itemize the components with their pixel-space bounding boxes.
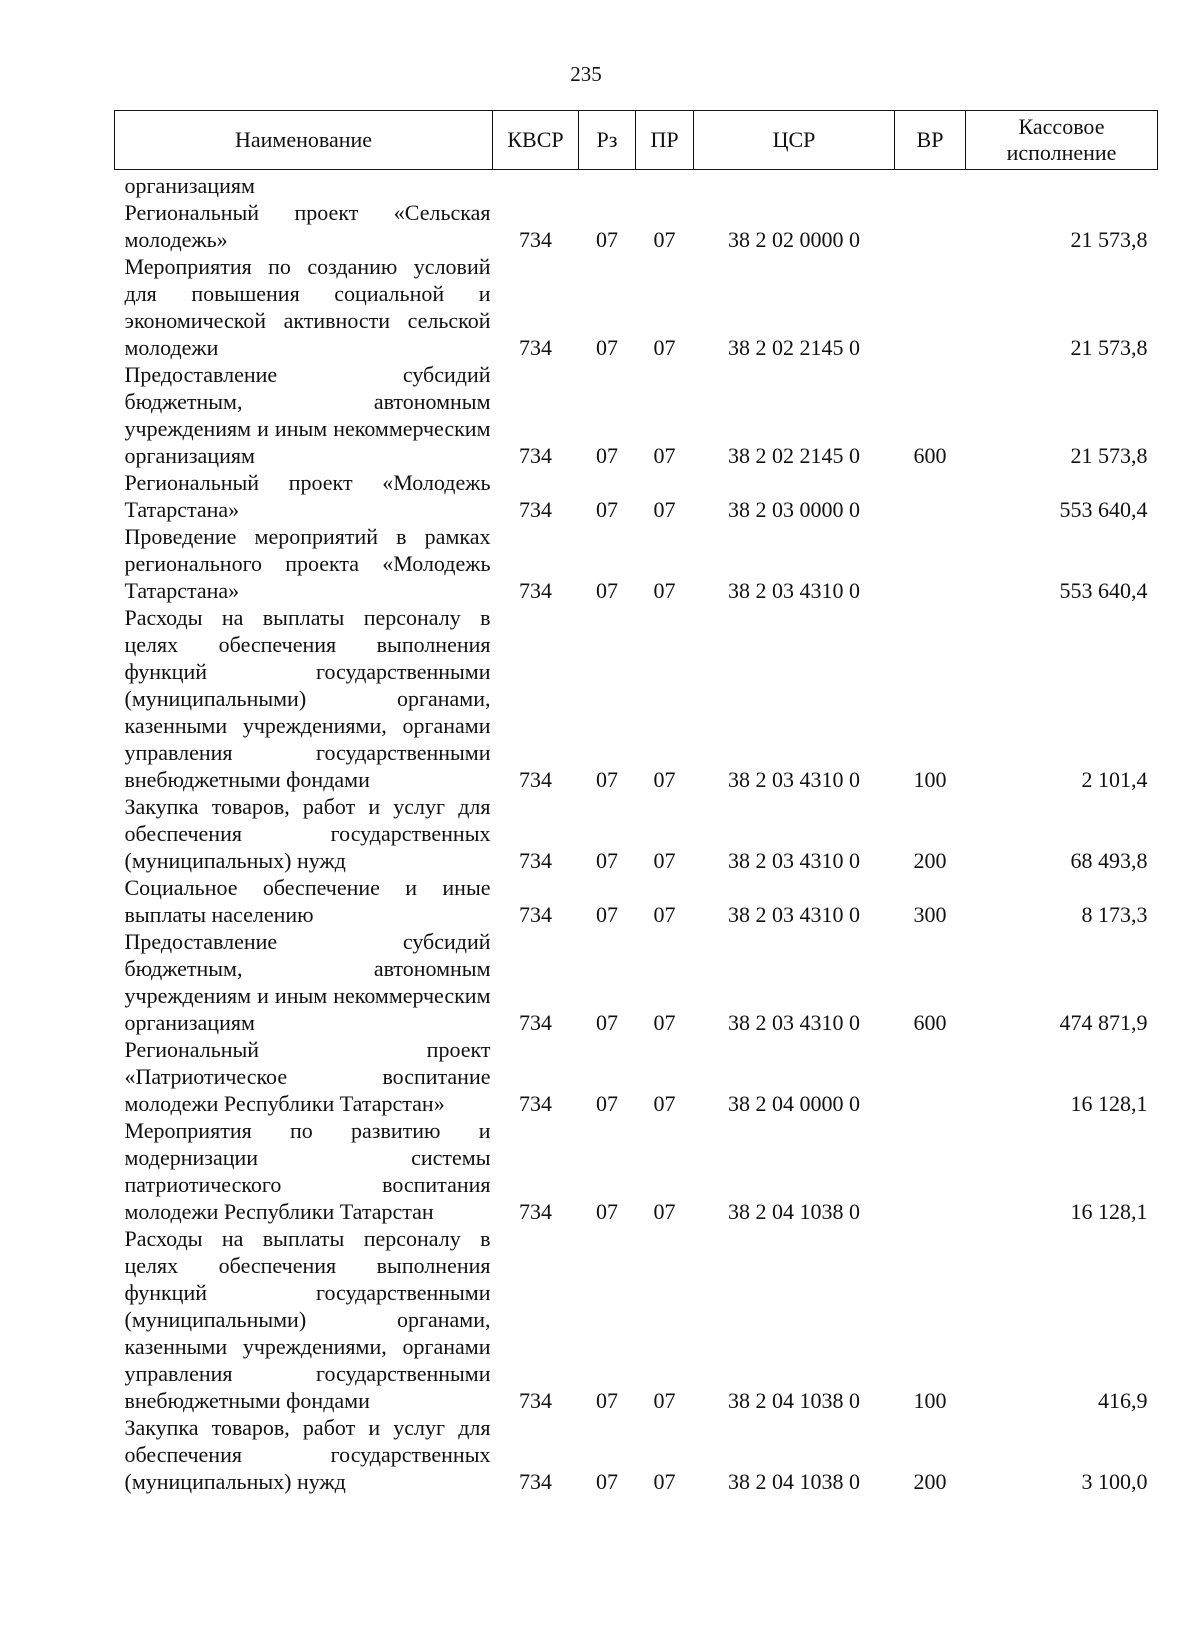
cell-sum: 416,9 <box>1098 1388 1148 1413</box>
cell-csr: 38 2 03 4310 0 <box>728 848 860 873</box>
table-row <box>115 253 1158 361</box>
cell-rz: 07 <box>596 443 618 468</box>
header-vr: ВР <box>895 111 966 170</box>
header-csr: ЦСР <box>694 111 895 170</box>
table-row <box>115 170 1158 200</box>
cell-csr: 38 2 02 2145 0 <box>728 443 860 468</box>
cell-kvsr <box>493 170 579 200</box>
table-body <box>115 170 1158 1496</box>
cell-rz: 07 <box>596 335 618 360</box>
table-row <box>115 1414 1158 1495</box>
cell-sum <box>966 170 1158 200</box>
cell-csr: 38 2 04 1038 0 <box>728 1388 860 1413</box>
cell-vr: 200 <box>913 1469 947 1494</box>
table-row <box>115 874 1158 928</box>
cell-kvsr: 734 <box>519 1091 552 1116</box>
table-row <box>115 469 1158 523</box>
cell-kvsr: 734 <box>519 902 552 927</box>
cell-pr: 07 <box>653 497 676 522</box>
cell-name: Расходы на выплаты персоналу в целях обеспечения выполнения функций государственными (муниципальными) органами, казенными учреждениями, органами управления государственными внебюджетными фондами <box>124 1226 491 1413</box>
header-kvsr: КВСР <box>493 111 579 170</box>
cell-pr <box>636 170 694 200</box>
cell-csr: 38 2 03 0000 0 <box>728 497 860 522</box>
cell-sum: 553 640,4 <box>1059 578 1148 603</box>
cell-vr: 600 <box>913 1010 947 1035</box>
page-number: 235 <box>570 62 602 86</box>
cell-pr: 07 <box>653 902 676 927</box>
cell-vr: 100 <box>913 1388 947 1413</box>
cell-kvsr: 734 <box>519 443 552 468</box>
cell-name: Региональный проект «Сельская молодежь» <box>124 200 491 252</box>
cell-name: Расходы на выплаты персоналу в целях обеспечения выполнения функций государственными (муниципальными) органами, казенными учреждениями, органами управления государственными внебюджетными фондами <box>124 605 491 792</box>
cell-kvsr: 734 <box>519 767 552 792</box>
cell-name: Мероприятия по развитию и модернизации системы патриотического воспитания молодежи Республики Татарстан <box>124 1118 491 1224</box>
cell-rz: 07 <box>596 902 618 927</box>
cell-kvsr: 734 <box>519 335 552 360</box>
cell-vr <box>895 1036 966 1117</box>
cell-csr <box>694 170 895 200</box>
cell-name: Предоставление субсидий бюджетным, автономным учреждениям и иным некоммерческим организациям <box>124 362 491 468</box>
cell-sum: 16 128,1 <box>1070 1199 1148 1224</box>
cell-vr: 200 <box>913 848 947 873</box>
cell-rz <box>579 170 636 200</box>
cell-kvsr: 734 <box>519 1199 552 1224</box>
cell-sum: 3 100,0 <box>1081 1469 1148 1494</box>
cell-vr <box>895 469 966 523</box>
table-row <box>115 928 1158 1036</box>
cell-rz: 07 <box>596 1010 618 1035</box>
cell-vr <box>895 253 966 361</box>
table-header <box>115 111 1158 170</box>
cell-csr: 38 2 04 1038 0 <box>728 1199 860 1224</box>
cell-rz: 07 <box>596 1469 618 1494</box>
cell-csr: 38 2 04 1038 0 <box>728 1469 860 1494</box>
cell-name: Региональный проект «Молодежь Татарстана» <box>124 470 491 522</box>
cell-name: организациям <box>124 173 255 198</box>
cell-rz: 07 <box>596 1091 618 1116</box>
cell-name: Закупка товаров, работ и услуг для обеспечения государственных (муниципальных) нужд <box>124 794 491 873</box>
cell-pr: 07 <box>653 1199 676 1224</box>
cell-rz: 07 <box>596 497 618 522</box>
cell-rz: 07 <box>596 848 618 873</box>
cell-rz: 07 <box>596 767 618 792</box>
cell-name: Закупка товаров, работ и услуг для обеспечения государственных (муниципальных) нужд <box>124 1415 491 1494</box>
table-row <box>115 604 1158 793</box>
cell-vr <box>895 1117 966 1225</box>
cell-kvsr: 734 <box>519 848 552 873</box>
cell-name: Социальное обеспечение и иные выплаты населению <box>124 875 491 927</box>
cell-sum: 474 871,9 <box>1059 1010 1148 1035</box>
cell-pr: 07 <box>653 578 676 603</box>
cell-vr <box>895 170 966 200</box>
table-row <box>115 1225 1158 1414</box>
cell-pr: 07 <box>653 1469 676 1494</box>
cell-csr: 38 2 03 4310 0 <box>728 767 860 792</box>
cell-kvsr: 734 <box>519 1469 552 1494</box>
budget-table <box>114 110 1158 1495</box>
cell-sum: 21 573,8 <box>1070 227 1148 252</box>
cell-sum: 553 640,4 <box>1059 497 1148 522</box>
header-name: Наименование <box>115 111 493 170</box>
header-sum: Кассовое исполнение <box>966 111 1158 170</box>
cell-csr: 38 2 02 2145 0 <box>728 335 860 360</box>
cell-csr: 38 2 03 4310 0 <box>728 578 860 603</box>
cell-csr: 38 2 02 0000 0 <box>728 227 860 252</box>
cell-pr: 07 <box>653 1388 676 1413</box>
cell-vr: 100 <box>913 767 947 792</box>
table-row <box>115 523 1158 604</box>
cell-vr <box>895 199 966 253</box>
cell-vr: 600 <box>913 443 947 468</box>
cell-vr: 300 <box>913 902 947 927</box>
cell-rz: 07 <box>596 578 618 603</box>
cell-name: Региональный проект «Патриотическое воспитание молодежи Республики Татарстан» <box>124 1037 491 1116</box>
cell-sum: 21 573,8 <box>1070 335 1148 360</box>
table-row <box>115 361 1158 469</box>
cell-csr: 38 2 03 4310 0 <box>728 1010 860 1035</box>
table-row <box>115 1036 1158 1117</box>
table-row <box>115 793 1158 874</box>
table-row <box>115 199 1158 253</box>
cell-kvsr: 734 <box>519 227 552 252</box>
cell-pr: 07 <box>653 335 676 360</box>
cell-sum: 68 493,8 <box>1070 848 1148 873</box>
cell-pr: 07 <box>653 767 676 792</box>
cell-kvsr: 734 <box>519 1388 552 1413</box>
cell-pr: 07 <box>653 227 676 252</box>
cell-sum: 21 573,8 <box>1070 443 1148 468</box>
header-rz: Рз <box>579 111 636 170</box>
cell-pr: 07 <box>653 848 676 873</box>
cell-csr: 38 2 03 4310 0 <box>728 902 860 927</box>
cell-sum: 2 101,4 <box>1081 767 1148 792</box>
header-pr: ПР <box>636 111 694 170</box>
cell-pr: 07 <box>653 1010 676 1035</box>
cell-name: Проведение мероприятий в рамках регионального проекта «Молодежь Татарстана» <box>124 524 491 603</box>
cell-sum: 8 173,3 <box>1081 902 1148 927</box>
cell-rz: 07 <box>596 1199 618 1224</box>
cell-sum: 16 128,1 <box>1070 1091 1148 1116</box>
cell-kvsr: 734 <box>519 497 552 522</box>
cell-pr: 07 <box>653 443 676 468</box>
cell-rz: 07 <box>596 1388 618 1413</box>
cell-csr: 38 2 04 0000 0 <box>728 1091 860 1116</box>
cell-name: Предоставление субсидий бюджетным, автономным учреждениям и иным некоммерческим организациям <box>124 929 491 1035</box>
cell-vr <box>895 523 966 604</box>
cell-kvsr: 734 <box>519 578 552 603</box>
cell-name: Мероприятия по созданию условий для повышения социальной и экономической активности сельской молодежи <box>124 254 491 360</box>
table-row <box>115 1117 1158 1225</box>
cell-kvsr: 734 <box>519 1010 552 1035</box>
cell-rz: 07 <box>596 227 618 252</box>
cell-pr: 07 <box>653 1091 676 1116</box>
